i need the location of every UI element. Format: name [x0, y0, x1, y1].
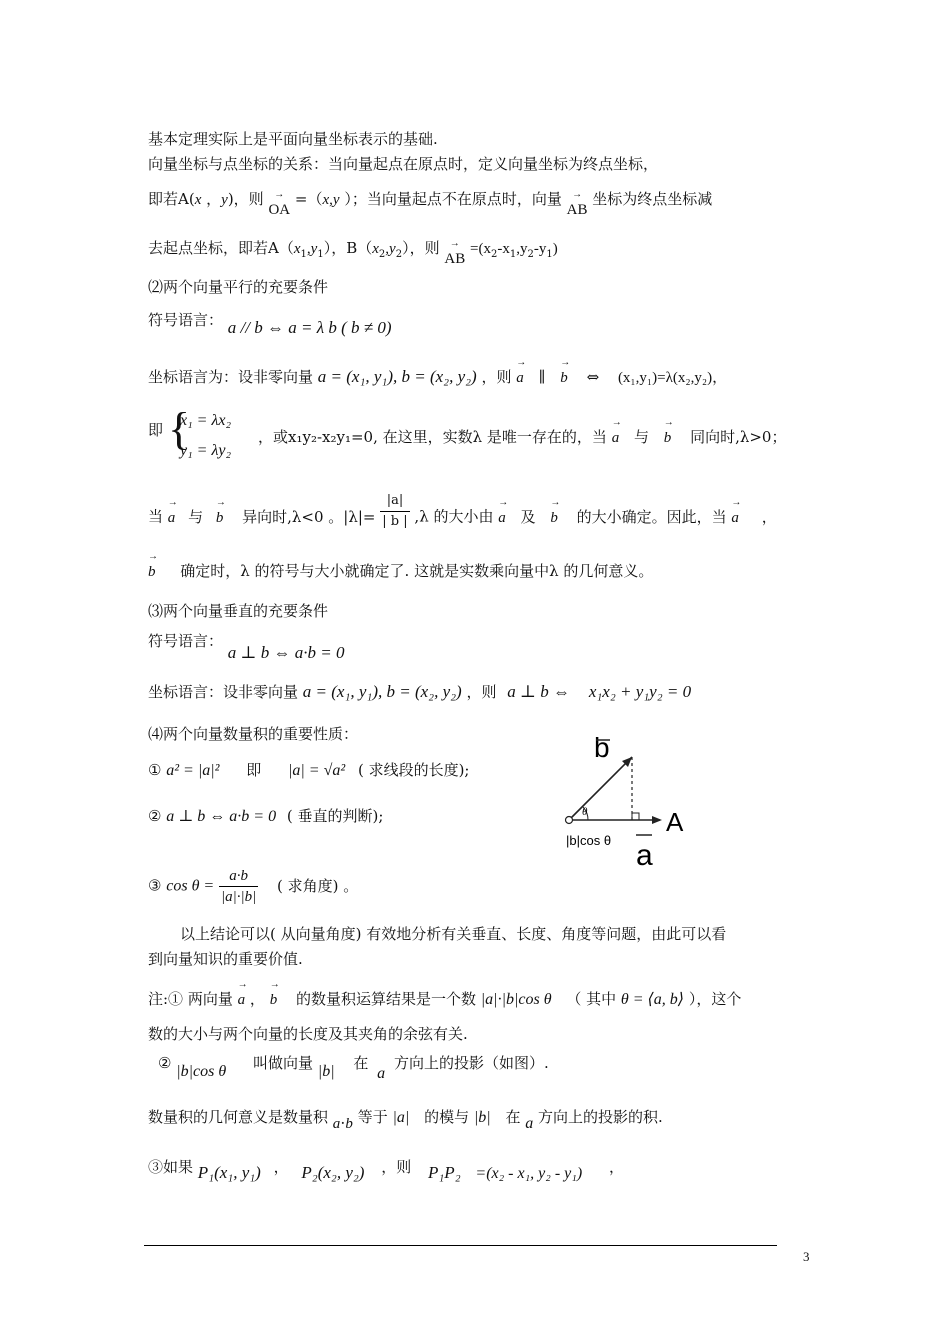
var-y: y	[221, 192, 228, 208]
vector-label: b	[560, 370, 568, 386]
formula-parallel: a // b ⇔ a = λ b ( b ≠ 0)	[227, 318, 392, 337]
text: (x₁,y₁)=λ(x₂,y₂)，	[617, 370, 728, 386]
text: ，	[206, 190, 222, 208]
label-A: A	[666, 807, 684, 837]
label-projection: |b|cos θ	[566, 833, 612, 848]
vector-label: b	[215, 509, 224, 526]
vector-label: b	[148, 564, 156, 580]
text: x	[293, 241, 301, 257]
text: ②	[148, 807, 162, 825]
text: ,y	[385, 241, 396, 257]
var-a: a	[525, 1115, 534, 1132]
sub: 2	[527, 249, 534, 260]
vector-label: OA	[268, 202, 291, 218]
text: ，	[761, 507, 777, 526]
text: 坐标语言为：设非零向量	[148, 368, 314, 386]
property-1	[148, 760, 469, 781]
line-or-condition	[258, 420, 786, 448]
origin-point	[566, 817, 573, 824]
text: 等于	[357, 1108, 388, 1126]
line-coord-parallel	[148, 360, 727, 388]
formula-dot-product: |a|·|b|cos θ	[480, 991, 552, 1008]
sub: 1	[546, 249, 553, 260]
text: 到向量知识的重要价值.	[148, 950, 303, 968]
text: ( 求线段的长度);	[357, 761, 470, 779]
text: ），则	[402, 239, 440, 257]
numerator: |a|	[380, 491, 409, 512]
text: ②	[158, 1054, 172, 1072]
label-a: a	[636, 839, 653, 872]
text: 的数量积运算结果是一个数	[295, 990, 476, 1008]
sub: 2	[378, 249, 386, 260]
text: ，	[608, 1158, 624, 1176]
line-basic-theorem	[148, 129, 438, 149]
text: 坐标为终点坐标减	[592, 190, 713, 208]
formula-P1: P₁(x₁, y₁)	[197, 1163, 261, 1182]
formula-P2: P₂(x₂, y₂)	[301, 1163, 365, 1182]
vector-b	[270, 982, 278, 1010]
line-ji	[148, 420, 163, 440]
text: )，则	[227, 190, 264, 208]
property-2	[148, 806, 383, 827]
line-coordinate-relation	[148, 154, 658, 174]
text: 即	[246, 761, 262, 779]
text: 确定时，λ 的符号与大小就确定了. 这就是实数乘向量中λ 的几何意义。	[180, 562, 654, 580]
vector-label: a	[516, 370, 524, 386]
vector-label: b	[663, 430, 672, 446]
right-angle-marker	[632, 813, 639, 820]
text: 与	[633, 428, 649, 446]
text: x	[372, 241, 379, 257]
text: ,y	[306, 241, 318, 257]
var-a: a	[377, 1065, 386, 1082]
text: 去起点坐标，即若A（	[148, 239, 294, 257]
text: ∥	[538, 368, 546, 386]
text: ①	[148, 761, 162, 779]
formula-dot-zero: x₁x₂ + y₁y₂ = 0	[588, 682, 692, 701]
text: )	[552, 241, 558, 257]
text: ，	[249, 990, 265, 1008]
text: ⑷两个向量数量积的重要性质：	[148, 725, 359, 743]
text: 符号语言：	[148, 632, 224, 650]
formula-a-dot-b: a⋅b	[332, 1116, 353, 1132]
denominator: | b |	[382, 514, 408, 529]
heading-perpendicular	[148, 601, 328, 621]
formula-length: |a| = √a²	[288, 762, 346, 779]
vector-a	[168, 500, 176, 528]
vector-b-line	[569, 757, 632, 820]
note-3	[148, 1157, 624, 1182]
formula-vectors: a = (x₁, y₁), b = (x₂, y₂)	[317, 367, 477, 386]
text: 的大小确定。因此，当	[576, 507, 727, 526]
vector-b	[560, 360, 568, 388]
vector-a	[731, 500, 739, 528]
sub: 2	[395, 249, 403, 260]
heading-properties	[148, 724, 358, 744]
formula-angle: θ = ⟨a, b⟩	[620, 991, 685, 1008]
vector-OA	[268, 192, 290, 220]
vector-b	[664, 420, 672, 448]
formula-projection: |b|cos θ	[176, 1063, 227, 1080]
vector-b	[148, 554, 156, 582]
text: -y	[533, 241, 547, 257]
text: ，则	[381, 1158, 412, 1176]
formula-perp: a ⊥ b ⇔ a·b = 0	[227, 643, 345, 662]
line-symbol-parallel	[148, 310, 392, 337]
text: ③	[148, 876, 162, 895]
vector-b	[550, 500, 558, 528]
text: 以上结论可以( 从向量角度) 有效地分析有关垂直、长度、角度等问题，由此可以看	[180, 925, 727, 943]
text: 方向上的投影（如图）.	[393, 1054, 549, 1072]
text: ( 垂直的判断);	[286, 807, 384, 825]
fraction-lambda	[380, 491, 409, 532]
text: 及	[520, 507, 536, 526]
conclusion-line-1	[180, 924, 726, 944]
vector-label: a	[237, 992, 246, 1008]
text: ⑵两个向量平行的充要条件	[148, 278, 329, 296]
text: 注:① 两向量	[148, 990, 233, 1008]
system-eq-2: y₁ = λy₂	[180, 442, 232, 459]
formula-b-norm: |b|	[317, 1063, 335, 1080]
text: ，或x₁y₂-x₂y₁=0, 在这里，实数λ 是唯一存在的，当	[258, 428, 607, 446]
page-number: 3	[803, 1249, 810, 1264]
note-2	[158, 1053, 549, 1082]
text: 在	[353, 1054, 369, 1072]
text: 异向时,λ<0 。|λ|=	[242, 507, 376, 526]
formula-P1P2: P₁P₂	[428, 1163, 461, 1182]
vector-a	[612, 420, 620, 448]
label-b: b	[594, 735, 610, 763]
vector-AB	[444, 241, 465, 269]
text: ），B（	[323, 239, 373, 257]
vector-label: b	[269, 992, 278, 1008]
line-geometric-meaning	[148, 554, 653, 582]
text: ⇔	[586, 368, 600, 386]
text: 当	[148, 507, 164, 526]
vector-label: b	[550, 509, 558, 526]
text: 方向上的投影的积.	[538, 1108, 663, 1126]
formula-vectors: a = (x₁, y₁), b = (x₂, y₂)	[302, 682, 462, 701]
text: ,y	[516, 241, 528, 257]
vector-b	[216, 500, 224, 528]
sub: 2	[490, 249, 498, 260]
text: 基本定理实际上是平面向量坐标表示的基础.	[148, 130, 438, 148]
var-x: x	[194, 192, 202, 208]
text: 同向时,λ>0；	[690, 428, 787, 446]
text: 即若A(	[148, 190, 195, 208]
text: 即	[148, 421, 164, 439]
vector-a	[238, 982, 246, 1010]
line-opposite	[148, 493, 777, 538]
denominator: |a|·|b|	[221, 889, 257, 905]
geometric-meaning-line	[148, 1107, 663, 1132]
line-symbol-perp	[148, 631, 345, 662]
text: ⑶两个向量垂直的充要条件	[148, 602, 329, 620]
system-eq-1: x₁ = λx₂	[180, 412, 232, 429]
text: ，则	[466, 683, 497, 701]
vector-label: AB	[566, 202, 588, 218]
text: （ 其中	[566, 990, 617, 1008]
formula-perp: a ⊥ b ⇔ a·b = 0	[166, 808, 277, 825]
text: ）；当向量起点不在原点时，向量	[344, 190, 562, 208]
formula-perp-cond: a ⊥ b ⇔	[507, 682, 571, 701]
text: 向量坐标与点坐标的关系：当向量起点在原点时，定义向量坐标为终点坐标，	[148, 155, 659, 173]
footer-rule	[144, 1245, 777, 1246]
vector-a	[516, 360, 524, 388]
heading-parallel	[148, 277, 328, 297]
vector-label: a	[731, 509, 739, 526]
vector-AB	[567, 192, 588, 220]
conclusion-line-2	[148, 949, 303, 969]
formula-b-norm: |b|	[473, 1109, 491, 1126]
note-1-continued	[148, 1024, 468, 1044]
fraction-cos	[219, 866, 258, 907]
text: 坐标语言：设非零向量	[148, 683, 299, 701]
vector-label: AB	[444, 251, 466, 267]
text: 数量积的几何意义是数量积	[148, 1108, 329, 1126]
formula-P1P2-coords: =(x₂ - x₁, y₂ - y₁)	[475, 1165, 583, 1182]
arrowhead-a	[652, 816, 662, 824]
sub: 1	[300, 249, 307, 260]
text: ，	[273, 1158, 289, 1176]
vector-label: a	[611, 430, 620, 446]
vector-label: a	[167, 509, 176, 526]
text: =(x	[469, 241, 491, 257]
text: =（	[294, 190, 323, 208]
text: 叫做向量	[253, 1054, 314, 1072]
line-coord-perp	[148, 682, 691, 702]
text: 在	[505, 1108, 521, 1126]
text: 的模与	[424, 1108, 470, 1126]
var-xy: x,y	[322, 192, 340, 208]
vector-label: a	[498, 509, 506, 526]
text: ( 求角度) 。	[277, 876, 359, 895]
text: 数的大小与两个向量的长度及其夹角的余弦有关.	[148, 1025, 468, 1043]
text: -x	[497, 241, 510, 257]
text: ，则	[481, 368, 512, 386]
line-if-A	[148, 182, 713, 218]
text: 符号语言：	[148, 311, 224, 329]
text: ③如果	[148, 1158, 194, 1176]
sub: 1	[509, 249, 517, 260]
line-subtract-start	[148, 231, 558, 265]
formula-square: a² = |a|²	[166, 762, 220, 779]
text: ,λ 的大小由	[414, 507, 494, 526]
numerator: a·b	[219, 866, 258, 887]
theta-label: θ	[582, 806, 588, 818]
text: ），这个	[688, 990, 742, 1008]
projection-figure	[560, 735, 690, 875]
text: 与	[188, 507, 204, 526]
brace: {	[168, 403, 191, 454]
vector-a	[498, 500, 506, 528]
sub: 1	[317, 249, 324, 260]
property-3	[148, 866, 358, 907]
formula-a-norm: |a|	[392, 1109, 410, 1126]
formula-cos: cos θ =	[166, 877, 215, 895]
note-1	[148, 982, 741, 1010]
